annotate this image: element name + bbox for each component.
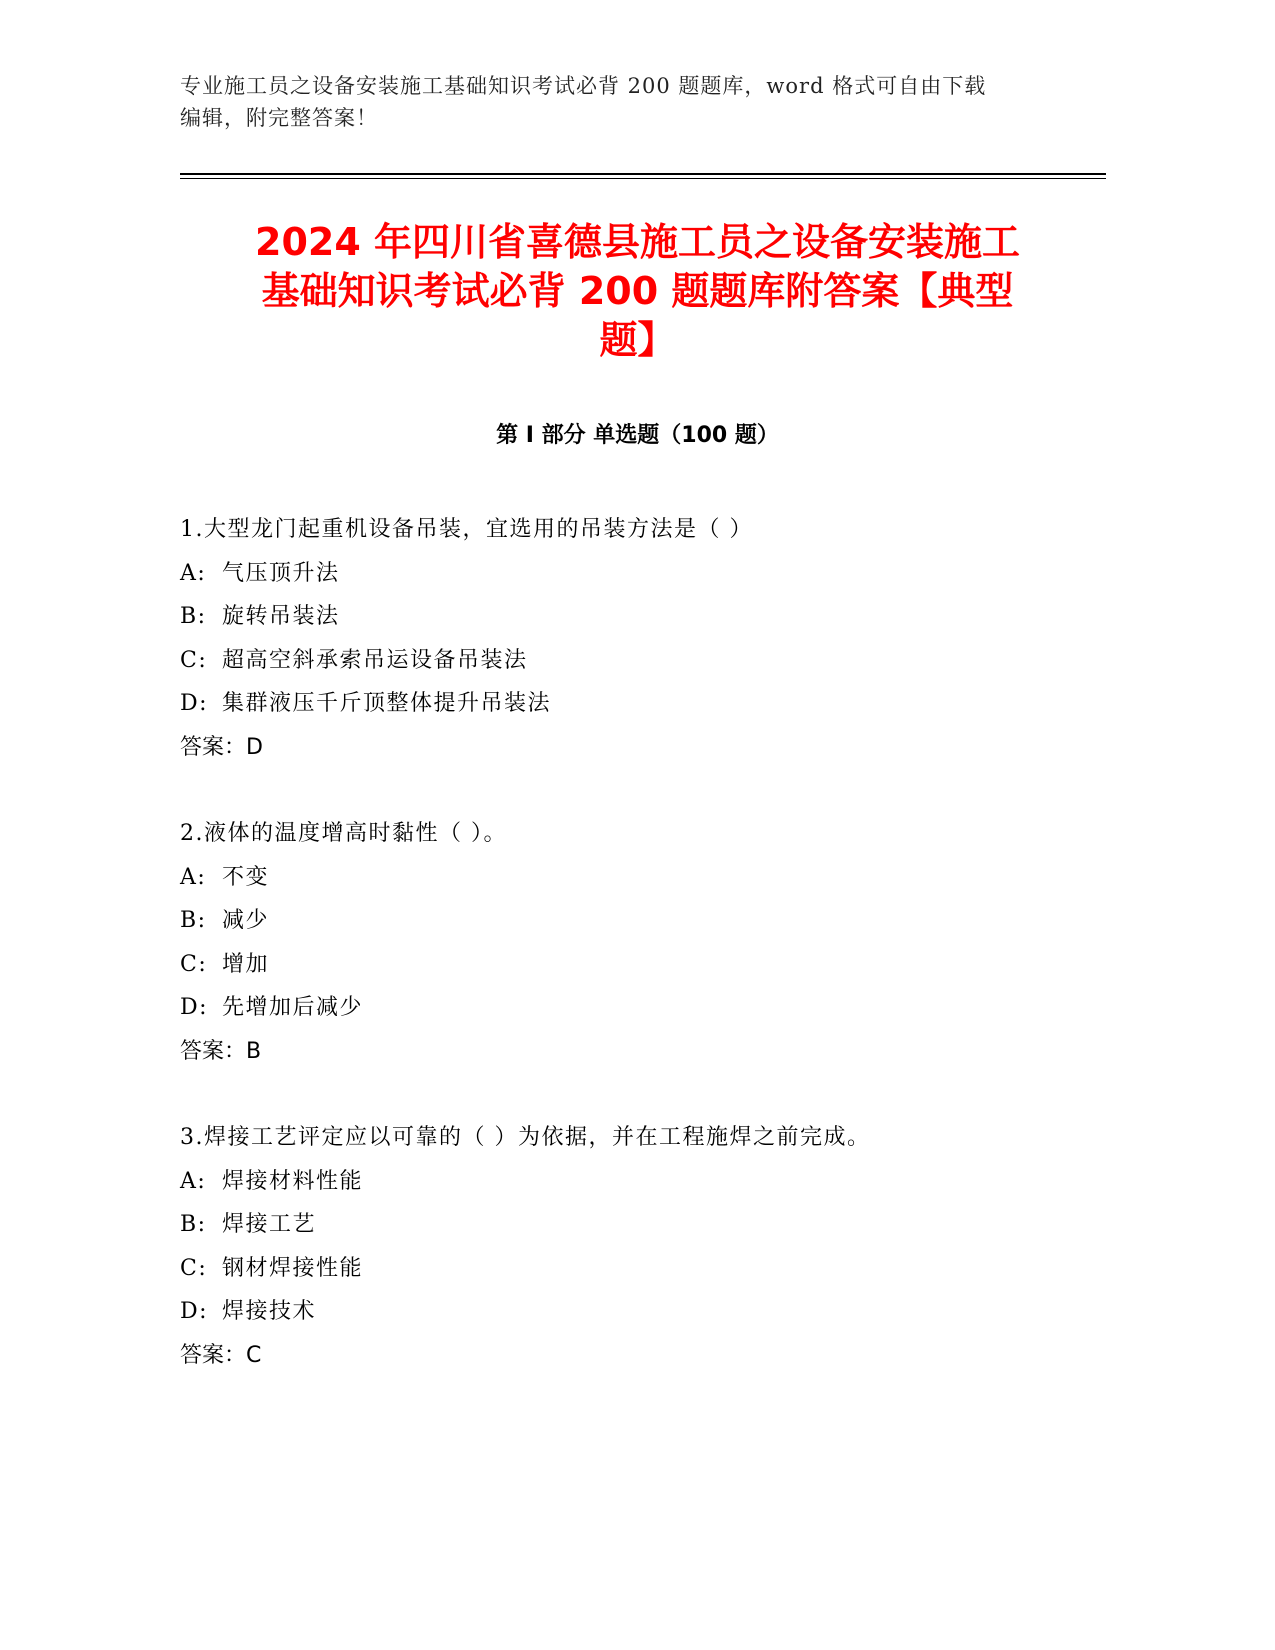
option-text: 焊接材料性能 [222,1168,364,1194]
document-title-line1: 2024 年四川省喜德县施工员之设备安装施工 [255,220,1020,264]
option-text: 焊接工艺 [222,1212,317,1237]
option-text: 气压顶升法 [222,560,340,586]
option-text: 集群液压千斤顶整体提升吊装法 [222,691,552,716]
option-letter: C: [180,951,208,977]
question-1 [180,508,1120,769]
option-d [180,682,1120,726]
option-letter: B: [180,1212,207,1237]
option-d [180,1290,1120,1334]
answer: 答案：D [180,734,263,760]
header-divider-thick [180,173,1106,175]
question-2 [180,812,1120,1073]
option-b [180,899,1120,943]
option-letter: D: [180,1299,209,1324]
option-letter: B: [180,908,207,933]
answer: 答案：B [180,1038,262,1064]
option-a [180,856,1120,900]
document-title-line2: 基础知识考试必背 200 题题库附答案【典型 [261,269,1014,313]
option-letter: D: [180,995,209,1020]
question-stem: 1.大型龙门起重机设备吊装，宜选用的吊装方法是（ ） [180,517,753,542]
option-a [180,1160,1120,1204]
option-text: 不变 [222,864,270,890]
option-a [180,552,1120,596]
question-3 [180,1116,1120,1377]
header-note-line1: 专业施工员之设备安装施工基础知识考试必背 200 题题库，word 格式可自由下载 [180,74,987,98]
header-note-line2: 编辑，附完整答案！ [180,106,378,130]
option-text: 焊接技术 [222,1299,317,1324]
header-divider-thin [180,178,1106,179]
question-list [180,508,1120,1420]
option-d [180,986,1120,1030]
option-text: 超高空斜承索吊运设备吊装法 [222,647,528,673]
option-b [180,595,1120,639]
option-letter: B: [180,604,207,629]
document-title [160,218,1115,365]
option-c [180,943,1120,987]
header-note [180,70,1080,134]
option-text: 钢材焊接性能 [222,1255,364,1281]
option-c [180,639,1120,683]
option-letter: A: [180,560,207,586]
option-letter: A: [180,1168,207,1194]
document-title-line3: 题】 [599,318,676,362]
option-c [180,1247,1120,1291]
question-stem: 3.焊接工艺评定应以可靠的（ ）为依据，并在工程施焊之前完成。 [180,1125,871,1150]
section-title: 第 I 部分 单选题（100 题） [496,423,779,448]
option-text: 旋转吊装法 [222,604,340,629]
option-text: 增加 [222,951,270,977]
option-text: 减少 [222,908,270,933]
option-letter: A: [180,864,207,890]
question-stem: 2.液体的温度增高时黏性（ ）。 [180,821,507,846]
option-b [180,1203,1120,1247]
option-letter: C: [180,647,208,673]
option-letter: D: [180,691,209,716]
option-letter: C: [180,1255,208,1281]
option-text: 先增加后减少 [222,995,364,1020]
answer: 答案：C [180,1342,262,1368]
